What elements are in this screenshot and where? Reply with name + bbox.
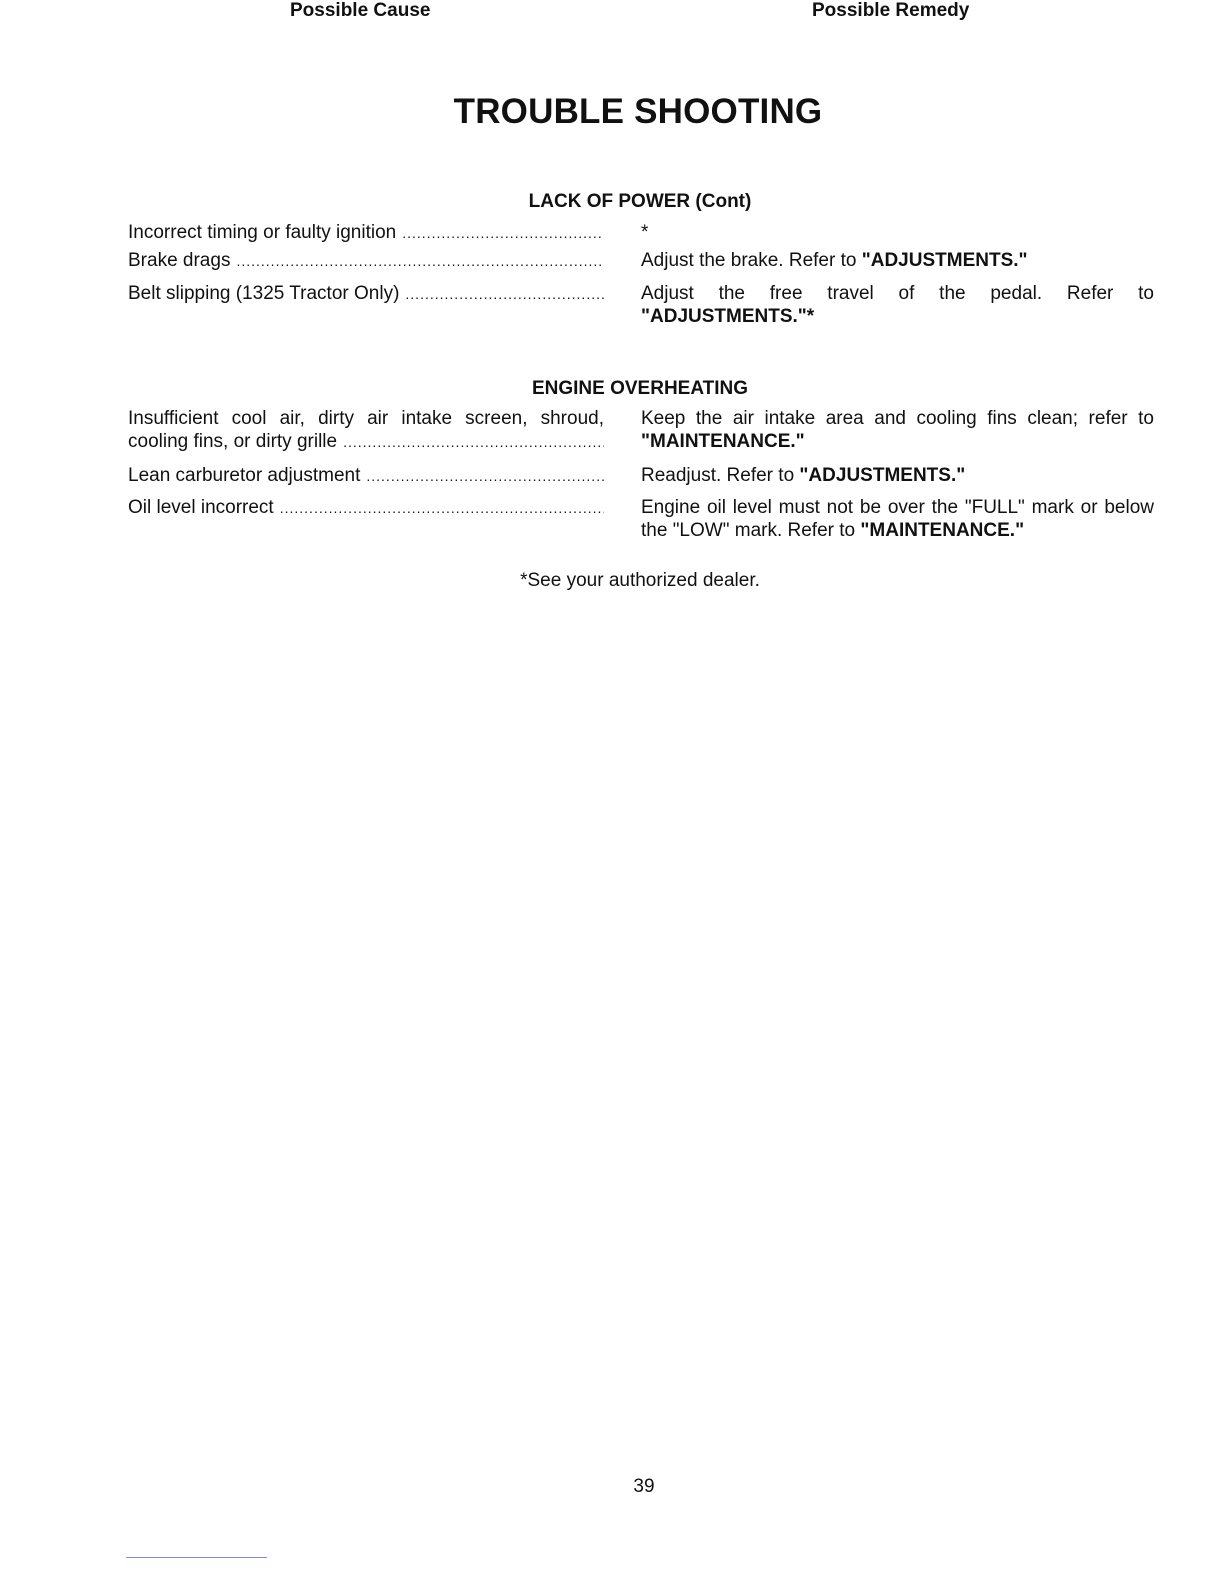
cause-cell — [128, 282, 604, 306]
dot-leader — [405, 283, 604, 306]
possible-cause-header: Possible Cause — [290, 0, 431, 21]
page-number: 39 — [633, 1476, 655, 1497]
dot-leader — [280, 497, 604, 520]
possible-remedy-header: Possible Remedy — [812, 0, 970, 21]
cause-cell — [128, 464, 604, 488]
cause-text-line1: Insufficient cool air, dirty air intake screen, shroud, — [128, 408, 604, 429]
cause-text: Belt slipping (1325 Tractor Only) — [128, 283, 400, 304]
remedy-reference: "MAINTENANCE." — [641, 431, 805, 452]
remedy-text: * — [641, 222, 649, 243]
cause-text: Oil level incorrect — [128, 497, 274, 518]
cause-text: Lean carburetor adjustment — [128, 465, 361, 486]
dot-leader — [236, 250, 604, 273]
remedy-reference: "MAINTENANCE." — [860, 520, 1025, 541]
dot-leader — [366, 465, 604, 488]
remedy-cell — [641, 464, 1154, 487]
remedy-cell — [641, 407, 1154, 453]
cause-text: Brake drags — [128, 250, 231, 271]
remedy-cell — [641, 249, 1154, 272]
cause-cell — [128, 407, 604, 454]
remedy-cell — [641, 282, 1154, 328]
remedy-text: Adjust the brake. Refer to — [641, 250, 862, 271]
cause-cell — [128, 221, 604, 245]
cause-cell — [128, 496, 604, 520]
bottom-rule-divider — [126, 1557, 267, 1558]
remedy-cell — [641, 221, 1154, 244]
cause-cell — [128, 249, 604, 273]
dealer-footnote: *See your authorized dealer. — [520, 570, 760, 591]
remedy-cell — [641, 496, 1154, 542]
dot-leader — [402, 222, 604, 245]
remedy-text: Keep the air intake area and cooling fins clean; refer to — [641, 408, 1154, 429]
remedy-reference: "ADJUSTMENTS." — [799, 465, 966, 486]
remedy-text: Readjust. Refer to — [641, 465, 800, 486]
cause-text: cooling fins, or dirty grille — [128, 431, 338, 452]
remedy-reference: "ADJUSTMENTS." — [861, 250, 1028, 271]
section-title-engine-overheating: ENGINE OVERHEATING — [531, 378, 749, 399]
cause-text: Incorrect timing or faulty ignition — [128, 222, 397, 243]
page-title: TROUBLE SHOOTING — [453, 92, 823, 131]
remedy-reference: "ADJUSTMENTS."* — [641, 306, 815, 327]
remedy-text: Adjust the free travel of the pedal. Refer to — [641, 283, 1154, 304]
section-title-lack-of-power: LACK OF POWER (Cont) — [528, 191, 752, 212]
dot-leader — [343, 431, 604, 454]
remedy-text: Engine oil level must not be over the "FULL" mark or below the "LOW" mark. Refer to — [641, 497, 1154, 541]
